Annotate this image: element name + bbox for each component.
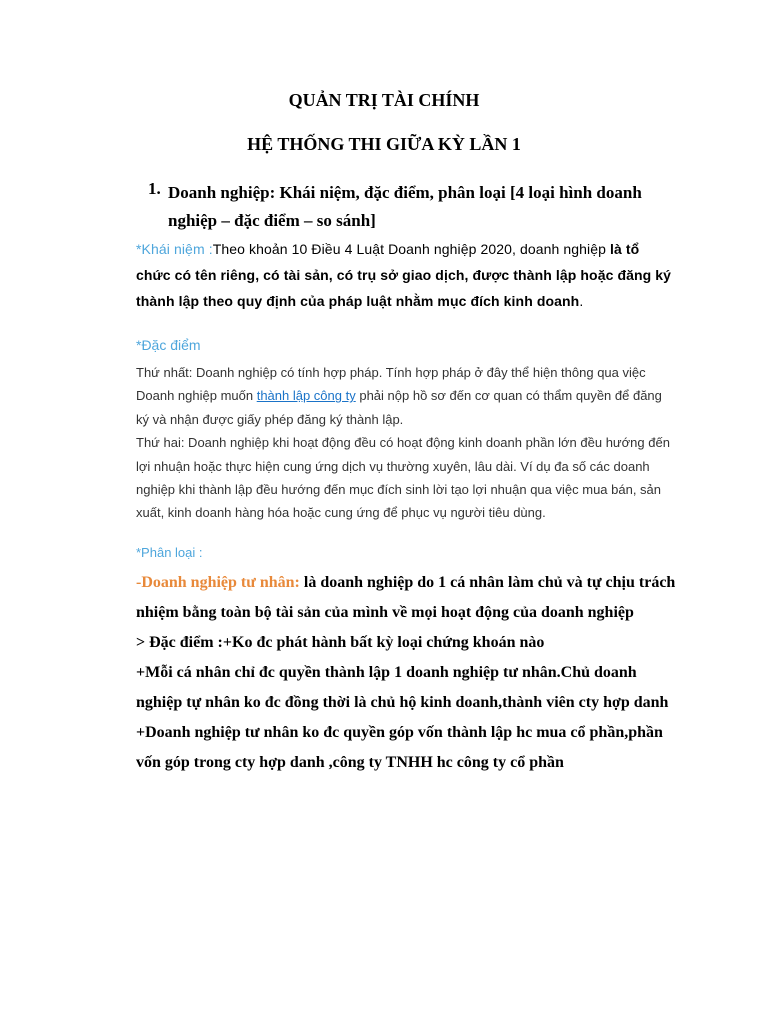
classification-body	[136, 568, 676, 778]
question-number: 1.	[148, 179, 161, 198]
classification-type-paragraph	[136, 568, 676, 628]
classification-line-3: +Doanh nghiệp tư nhân ko đc quyền góp vốn thành lập hc mua cổ phần,phần vốn góp trong cty hợp danh ,công ty TNHH hc công ty cổ phần	[136, 724, 663, 771]
features-p1-text: Thứ nhất: Doanh nghiệp có tính hợp pháp. Tính hợp pháp ở đây thể hiện thông qua việc Doanh nghiệp muốn	[136, 365, 646, 404]
features-paragraph-1	[136, 361, 676, 431]
classification-type-name: Doanh nghiệp tư nhân:	[141, 574, 300, 591]
classification-line-1: > Đặc điểm :+Ko đc phát hành bất kỳ loại chứng khoán nào	[136, 634, 545, 651]
features-p1-text-end: phải nộp hồ sơ đến cơ quan có thẩm quyền để đăng ký và nhận được giấy phép đăng ký thành lập.	[136, 388, 662, 427]
document-subtitle: HỆ THỐNG THI GIỮA KỲ LẦN 1	[247, 134, 521, 154]
definition-bold: là tổ chức có tên riêng, có tài sản, có trụ sở giao dịch, được thành lập hoặc đăng ký thành lập theo quy định của pháp luật nhằm mục đích kinh doanh	[136, 241, 672, 309]
classification-line-2: +Mỗi cá nhân chỉ đc quyền thành lập 1 doanh nghiệp tư nhân.Chủ doanh nghiệp tự nhân ko đc đồng thời là chủ hộ kinh doanh,thành viên cty hợp danh	[136, 664, 669, 711]
document-title: QUẢN TRỊ TÀI CHÍNH	[288, 90, 480, 110]
features-paragraph-2: Thứ hai: Doanh nghiệp khi hoạt động đều có hoạt động kinh doanh phần lớn đều hướng đến lợi nhuận hoặc thực hiện cung ứng dịch vụ thường xuyên, lâu dài. Ví dụ đa số các doanh nghiệp khi thành lập đều hướng đến mục đích sinh lời tạo lợi nhuận qua việc mua bán, sản xuất, kinh doanh hàng hóa hoặc cung ứng để phục vụ người tiêu dùng.	[136, 435, 670, 521]
definition-label: *Khái niệm :	[136, 241, 213, 257]
definition-lead: Theo khoản 10 Điều 4 Luật Doanh nghiệp 2020, doanh nghiệp	[212, 241, 611, 257]
definition-end: .	[579, 293, 584, 309]
classification-label: *Phân loại :	[136, 545, 203, 560]
classification-dash: -	[136, 574, 142, 591]
company-setup-link[interactable]: thành lập công ty	[256, 388, 356, 404]
question-text: Doanh nghiệp: Khái niệm, đặc điểm, phân loại [4 loại hình doanh nghiệp – đặc điểm – so sánh]	[168, 183, 642, 230]
features-body	[136, 361, 676, 525]
definition-paragraph	[136, 236, 676, 314]
features-label: *Đặc điểm	[136, 337, 201, 353]
classification-type-desc: là doanh nghiệp do 1 cá nhân làm chủ và tự chịu trách nhiệm bằng toàn bộ tài sản của mình về mọi hoạt động của doanh nghiệp	[136, 574, 676, 621]
